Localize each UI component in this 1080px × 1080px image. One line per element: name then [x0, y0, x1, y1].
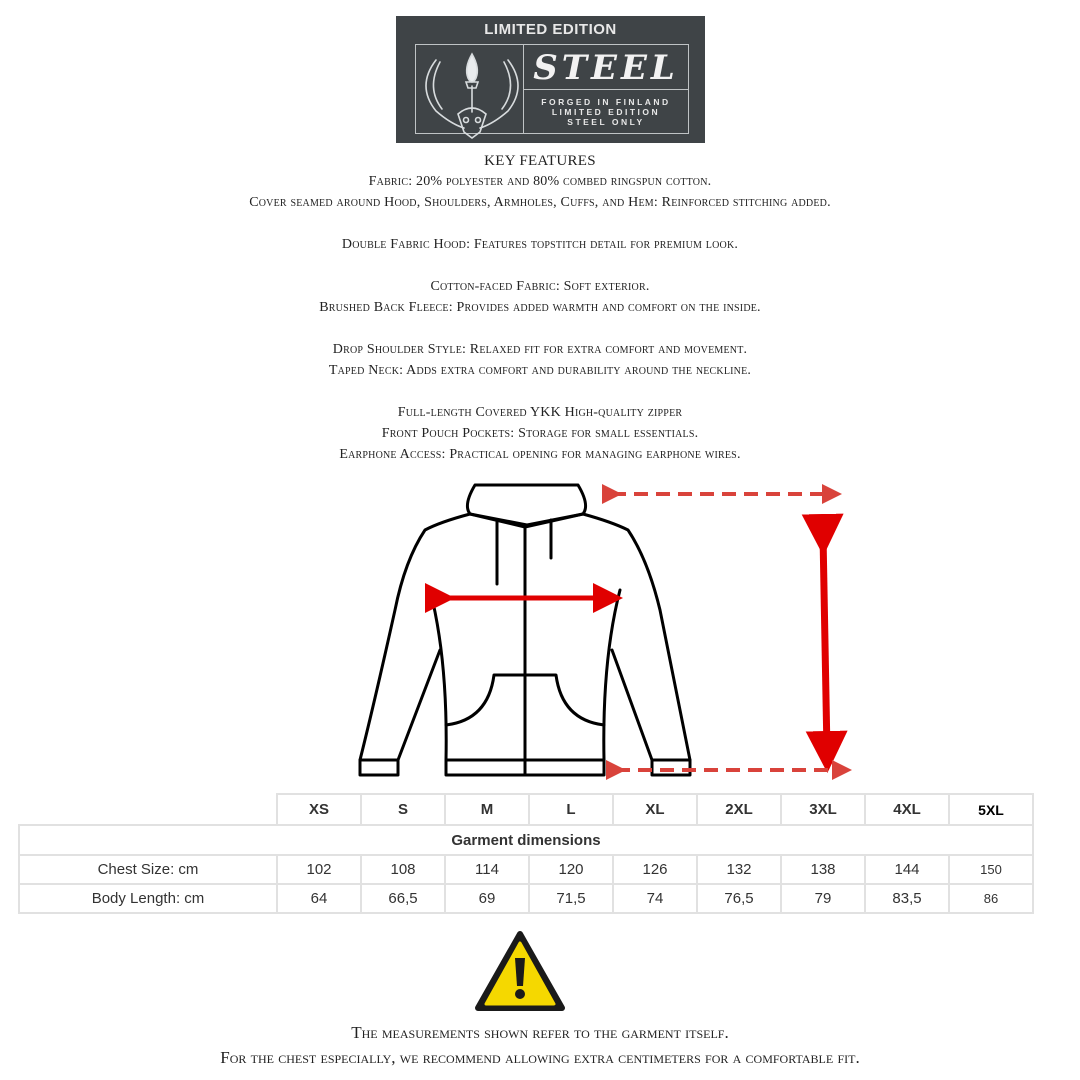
measurement-notes [0, 1020, 1080, 1071]
table-cell: 150 [949, 855, 1033, 884]
zip-hoodie-outline-icon [360, 485, 690, 775]
size-m: M [445, 794, 529, 825]
size-header-row [19, 794, 1033, 825]
feature-line: Double Fabric Hood: Features topstitch detail for premium look. [341, 237, 739, 252]
table-cell: 66,5 [361, 884, 445, 913]
row-label: Body Length: cm [19, 884, 277, 913]
size-5xl: 5XL [949, 794, 1033, 825]
logo-top-text: LIMITED EDITION [484, 21, 617, 38]
table-cell: 120 [529, 855, 613, 884]
table-row [19, 884, 1033, 913]
section-title-row [19, 825, 1033, 855]
table-cell: 64 [277, 884, 361, 913]
logo-brand-name: STEEL [533, 48, 679, 88]
size-3xl: 3XL [781, 794, 865, 825]
size-2xl: 2XL [697, 794, 781, 825]
row-label: Chest Size: cm [19, 855, 277, 884]
feature-line: Earphone Access: Practical opening for managing earphone wires. [339, 447, 741, 462]
feature-line: Full-length Covered YKK High-quality zipper [397, 405, 683, 420]
table-cell: 79 [781, 884, 865, 913]
feature-line: Front Pouch Pockets: Storage for small essentials. [381, 426, 699, 441]
table-cell: 132 [697, 855, 781, 884]
table-cell: 83,5 [865, 884, 949, 913]
length-measure-arrow [823, 535, 827, 752]
table-row [19, 855, 1033, 884]
note-line-1: The measurements shown refer to the garment itself. [351, 1023, 729, 1042]
size-4xl: 4XL [865, 794, 949, 825]
table-cell: 108 [361, 855, 445, 884]
size-chart-table [18, 793, 1034, 914]
size-s: S [361, 794, 445, 825]
feature-line: Cotton-faced Fabric: Soft exterior. [430, 279, 650, 294]
table-cell: 71,5 [529, 884, 613, 913]
warning-triangle-icon [474, 930, 566, 1014]
table-cell: 102 [277, 855, 361, 884]
table-cell: 144 [865, 855, 949, 884]
size-l: L [529, 794, 613, 825]
table-cell: 74 [613, 884, 697, 913]
feature-line: Fabric: 20% polyester and 80% combed ringspun cotton. [368, 174, 712, 189]
table-cell: 138 [781, 855, 865, 884]
table-cell: 114 [445, 855, 529, 884]
note-line-2: For the chest especially, we recommend allowing extra centimeters for a comfortable fit. [220, 1048, 860, 1067]
garment-dimensions-title: Garment dimensions [19, 825, 1033, 855]
table-cell: 69 [445, 884, 529, 913]
table-cell: 86 [949, 884, 1033, 913]
table-cell: 126 [613, 855, 697, 884]
logo-sub-text: FORGED IN FINLAND LIMITED EDITION STEEL ONLY [541, 97, 671, 127]
feature-line: Brushed Back Fleece: Provides added warmth and comfort on the inside. [319, 300, 761, 315]
feature-line: Drop Shoulder Style: Relaxed fit for extra comfort and movement. [332, 342, 748, 357]
table-cell: 76,5 [697, 884, 781, 913]
size-xs: XS [277, 794, 361, 825]
size-xl: XL [613, 794, 697, 825]
key-features-heading: KEY FEATURES [484, 153, 596, 169]
feature-line: Cover seamed around Hood, Shoulders, Armholes, Cuffs, and Hem: Reinforced stitching added. [249, 195, 831, 210]
feature-line: Taped Neck: Adds extra comfort and durability around the neckline. [328, 363, 752, 378]
